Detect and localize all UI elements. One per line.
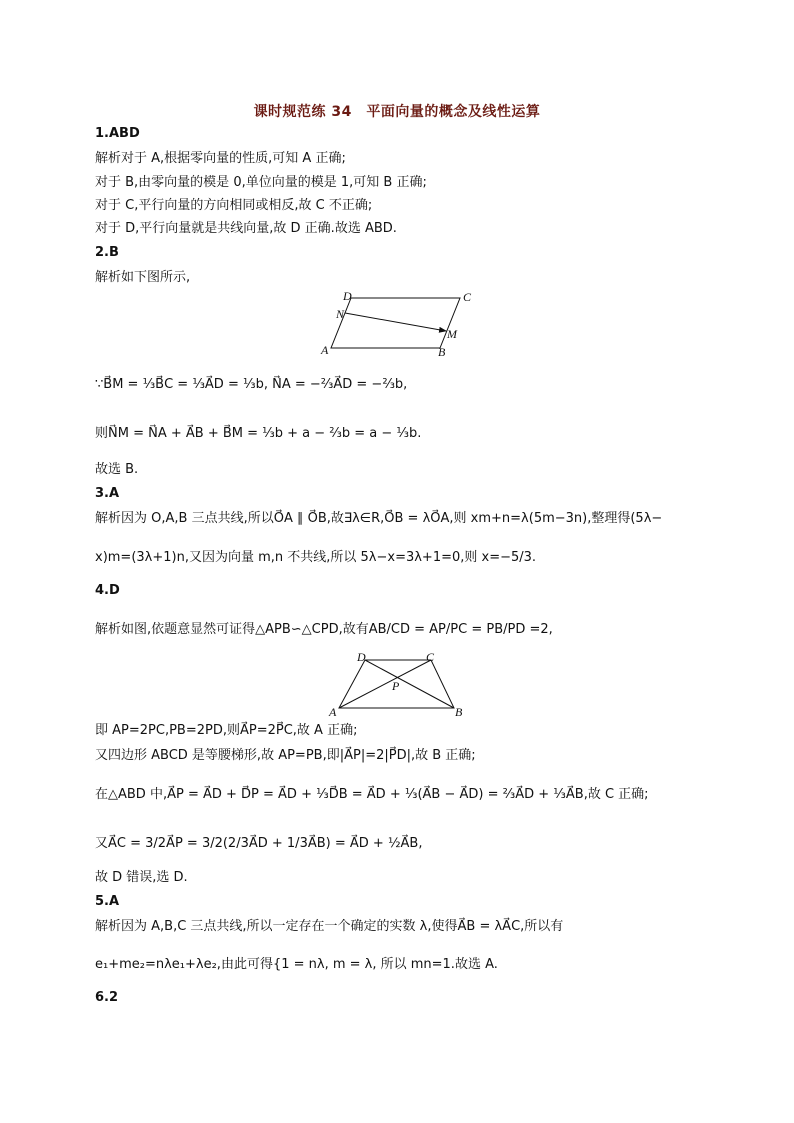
label-a: A (321, 343, 329, 357)
question-number: 2.B (95, 245, 119, 260)
label-a: A (329, 705, 337, 719)
solution-line: 即 AP=2PC,PB=2PD,则A⃗P=2P⃗C,故 A 正确; (95, 723, 358, 738)
solution-line: 故 D 错误,选 D. (95, 870, 188, 885)
solution-line: 解析对于 A,根据零向量的性质,可知 A 正确; (95, 151, 346, 166)
solution-line: 又A⃗C = 3/2A⃗P = 3/2(2/3A⃗D + 1/3A⃗B) = A⃗D + ½A⃗B, (95, 836, 423, 851)
solution-line: 在△ABD 中,A⃗P = A⃗D + D⃗P = A⃗D + ⅓D⃗B = A⃗D + ⅓(A⃗B − A⃗D) = ⅔A⃗D + ⅓A⃗B,故 C 正确; (95, 787, 649, 802)
solution-line: 则N⃗M = N⃗A + A⃗B + B⃗M = ⅓b + a − ⅔b = a − ⅓b. (95, 426, 422, 441)
label-b: B (438, 345, 446, 358)
parallelogram-abcd (331, 298, 460, 348)
diagonal-bd (365, 660, 454, 708)
diagonal-ac (339, 660, 431, 708)
solution-line: 对于 C,平行向量的方向相同或相反,故 C 不正确; (95, 198, 373, 213)
label-b: B (455, 705, 463, 719)
question-number: 4.D (95, 583, 120, 598)
label-d: D (357, 650, 366, 664)
solution-line: e₁+me₂=nλe₁+λe₂,由此可得{1 = nλ, m = λ, 所以 mn=1.故选 A. (95, 957, 498, 972)
trapezoid-figure (328, 650, 468, 720)
label-p: P (392, 679, 400, 693)
solution-line: 解析因为 A,B,C 三点共线,所以一定存在一个确定的实数 λ,使得A⃗B = λA⃗C,所以有 (95, 919, 564, 934)
label-c: C (463, 290, 472, 304)
solution-line: x)m=(3λ+1)n,又因为向量 m,n 不共线,所以 5λ−x=3λ+1=0,则 x=−5/3. (95, 550, 537, 565)
label-c: C (426, 650, 435, 664)
question-number: 6.2 (95, 990, 119, 1005)
question-number: 3.A (95, 486, 120, 501)
page-title: 课时规范练 34 平面向量的概念及线性运算 (253, 104, 541, 120)
solution-line: ∵B⃗M = ⅓B⃗C = ⅓A⃗D = ⅓b, N⃗A = −⅔A⃗D = −⅔b, (95, 377, 408, 392)
solution-line: 对于 D,平行向量就是共线向量,故 D 正确.故选 ABD. (95, 221, 397, 236)
question-number: 5.A (95, 894, 120, 909)
solution-line: 对于 B,由零向量的模是 0,单位向量的模是 1,可知 B 正确; (95, 175, 427, 190)
label-d: D (343, 289, 352, 303)
question-number: 1.ABD (95, 126, 140, 141)
solution-line: 又四边形 ABCD 是等腰梯形,故 AP=PB,即|A⃗P|=2|P⃗D|,故 B 正确; (95, 748, 476, 763)
solution-line: 解析因为 O,A,B 三点共线,所以O⃗A ∥ O⃗B,故∃λ∈R,O⃗B = λO⃗A,则 xm+n=λ(5m−3n),整理得(5λ− (95, 511, 663, 526)
label-n: N (336, 307, 345, 321)
solution-line: 故选 B. (95, 462, 139, 477)
label-m: M (447, 327, 457, 341)
solution-line: 解析如下图所示, (95, 270, 191, 285)
parallelogram-figure (318, 288, 478, 358)
solution-line: 解析如图,依题意显然可证得△APB∽△CPD,故有AB/CD = AP/PC = PB/PD =2, (95, 622, 553, 637)
vector-nm (345, 313, 446, 331)
